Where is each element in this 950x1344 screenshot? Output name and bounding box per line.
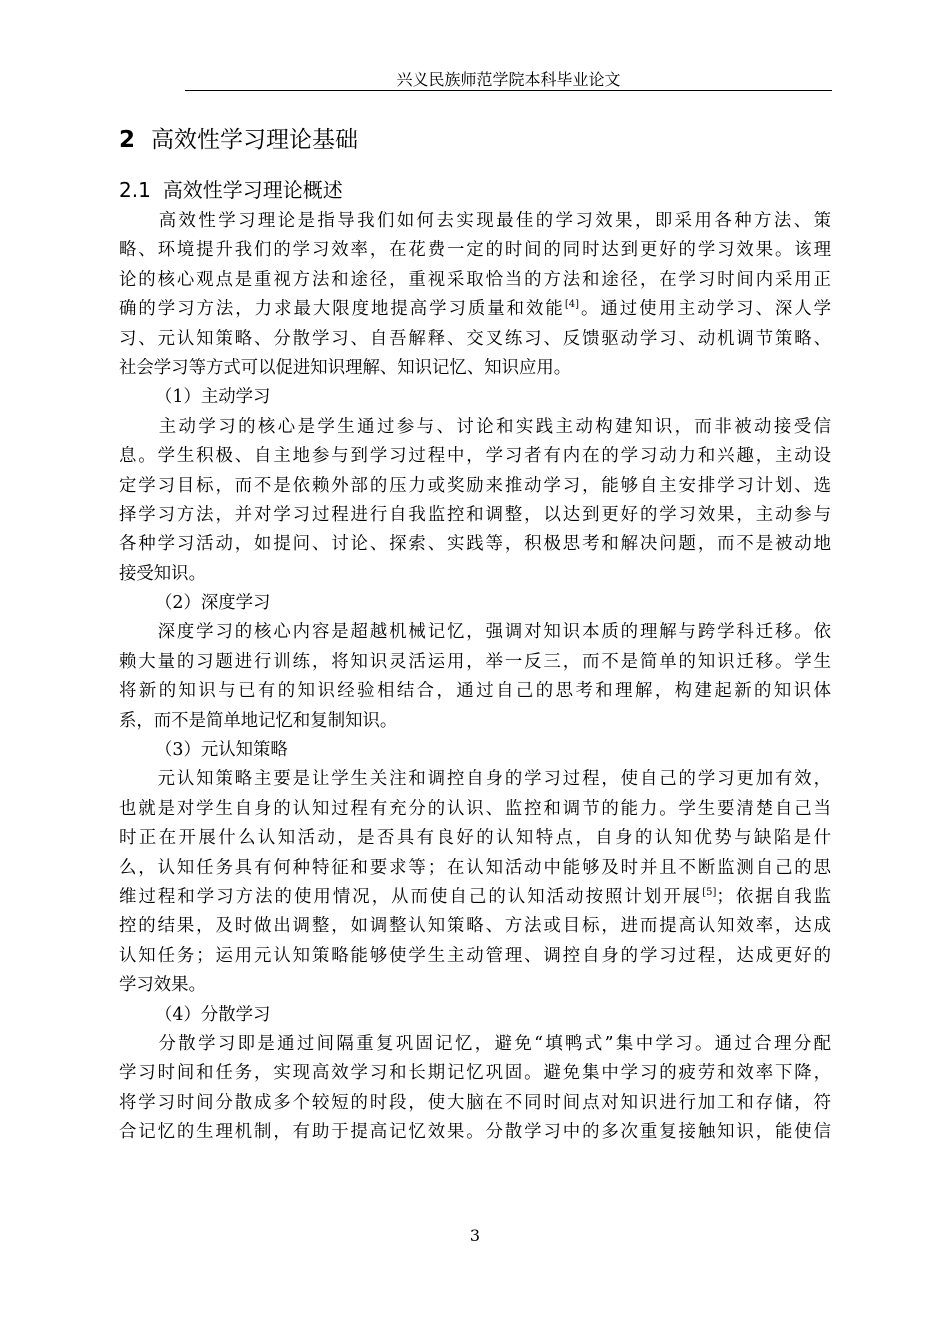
subsection-heading: （4）分散学习 (155, 1004, 271, 1025)
section-heading (119, 176, 343, 204)
paragraph-line: 将新的知识与已有的知识经验相结合，通过自己的思考和理解，构建起新的知识体 (119, 681, 831, 702)
section-title: 高效性学习理论概述 (162, 178, 343, 202)
paragraph-line: 认知任务；运用元认知策略能够使学生主动管理、调控自身的学习过程，达成更好的 (119, 945, 831, 966)
header-rule (185, 90, 832, 91)
citation: [4] (564, 299, 579, 311)
paragraph-line: 将学习时间分散成多个较短的时段，使大脑在不同时间点对知识进行加工和存储，符 (119, 1092, 831, 1113)
paragraph-line: 学习时间和任务，实现高效学习和长期记忆巩固。避免集中学习的疲劳和效率下降， (119, 1063, 831, 1084)
paragraph-line: 接受知识。 (119, 563, 206, 584)
body-text (119, 207, 831, 1148)
paragraph-line: 深度学习的核心内容是超越机械记忆，强调对知识本质的理解与跨学科迁移。依 (119, 622, 831, 643)
paragraph-line: 定学习目标，而不是依赖外部的压力或奖励来推动学习，能够自主安排学习计划、选 (119, 475, 831, 496)
paragraph-line: 社会学习等方式可以促进知识理解、知识记忆、知识应用。 (119, 357, 572, 378)
paragraph-line: 各种学习活动，如提问、讨论、探索、实践等，积极思考和解决问题，而不是被动地 (119, 534, 831, 555)
paragraph-line: 维过程和学习方法的使用情况，从而使自己的认知活动按照计划开展[5]；依据自我监 (119, 886, 831, 907)
subsection-heading: （3）元认知策略 (155, 740, 288, 761)
paragraph-line: 元认知策略主要是让学生关注和调控自身的学习过程，使自己的学习更加有效， (119, 769, 831, 790)
paragraph-line: 高效性学习理论是指导我们如何去实现最佳的学习效果，即采用各种方法、策 (119, 211, 831, 231)
paragraph-line: 论的核心观点是重视方法和途径，重视采取恰当的方法和途径，在学习时间内采用正 (119, 269, 831, 290)
running-header: 兴义民族师范学院本科毕业论文 (396, 70, 621, 89)
citation: [5] (702, 886, 717, 898)
chapter-heading (119, 124, 358, 156)
section-number: 2.1 (119, 178, 151, 202)
chapter-number: 2 (119, 127, 136, 153)
paragraph-line: 略、环境提升我们的学习效率，在花费一定的时间的同时达到更好的学习效果。该理 (119, 240, 831, 261)
paragraph-line: 择学习方法，并对学习过程进行自我监控和调整，以达到更好的学习效果，主动参与 (119, 504, 831, 525)
paragraph-line: 习、元认知策略、分散学习、自吾解释、交叉练习、反馈驱动学习、动机调节策略、 (119, 328, 831, 349)
paragraph-line: 主动学习的核心是学生通过参与、讨论和实践主动构建知识，而非被动接受信 (119, 416, 831, 437)
paragraph-line: 系，而不是简单地记忆和复制知识。 (119, 710, 398, 731)
paragraph-line: 分散学习即是通过间隔重复巩固记忆，避免“填鸭式”集中学习。通过合理分配 (119, 1033, 831, 1054)
chapter-title: 高效性学习理论基础 (151, 127, 359, 153)
paragraph-line: 确的学习方法，力求最大限度地提高学习质量和效能[4]。通过使用主动学习、深人学 (119, 299, 831, 320)
paragraph-line: 么，认知任务具有何种特征和要求等；在认知活动中能够及时并且不断监测自己的思 (119, 857, 831, 878)
paragraph-line: 息。学生积极、自主地参与到学习过程中，学习者有内在的学习动力和兴趣，主动设 (119, 446, 831, 467)
page-number: 3 (469, 1226, 481, 1245)
paragraph-line: 学习效果。 (119, 975, 206, 996)
paragraph-line: 时正在开展什么认知活动，是否具有良好的认知特点，自身的认知优势与缺陷是什 (119, 828, 831, 849)
subsection-heading: （2）深度学习 (155, 593, 271, 614)
subsection-heading: （1）主动学习 (155, 387, 271, 408)
paragraph-line: 控的结果，及时做出调整，如调整认知策略、方法或目标，进而提高认知效率，达成 (119, 916, 831, 937)
paragraph-line: 也就是对学生自身的认知过程有充分的认识、监控和调节的能力。学生要清楚自己当 (119, 798, 831, 819)
paragraph-line: 合记忆的生理机制，有助于提高记忆效果。分散学习中的多次重复接触知识，能使信 (119, 1122, 831, 1143)
paragraph-line: 赖大量的习题进行训练，将知识灵活运用，举一反三，而不是简单的知识迁移。学生 (119, 651, 831, 672)
